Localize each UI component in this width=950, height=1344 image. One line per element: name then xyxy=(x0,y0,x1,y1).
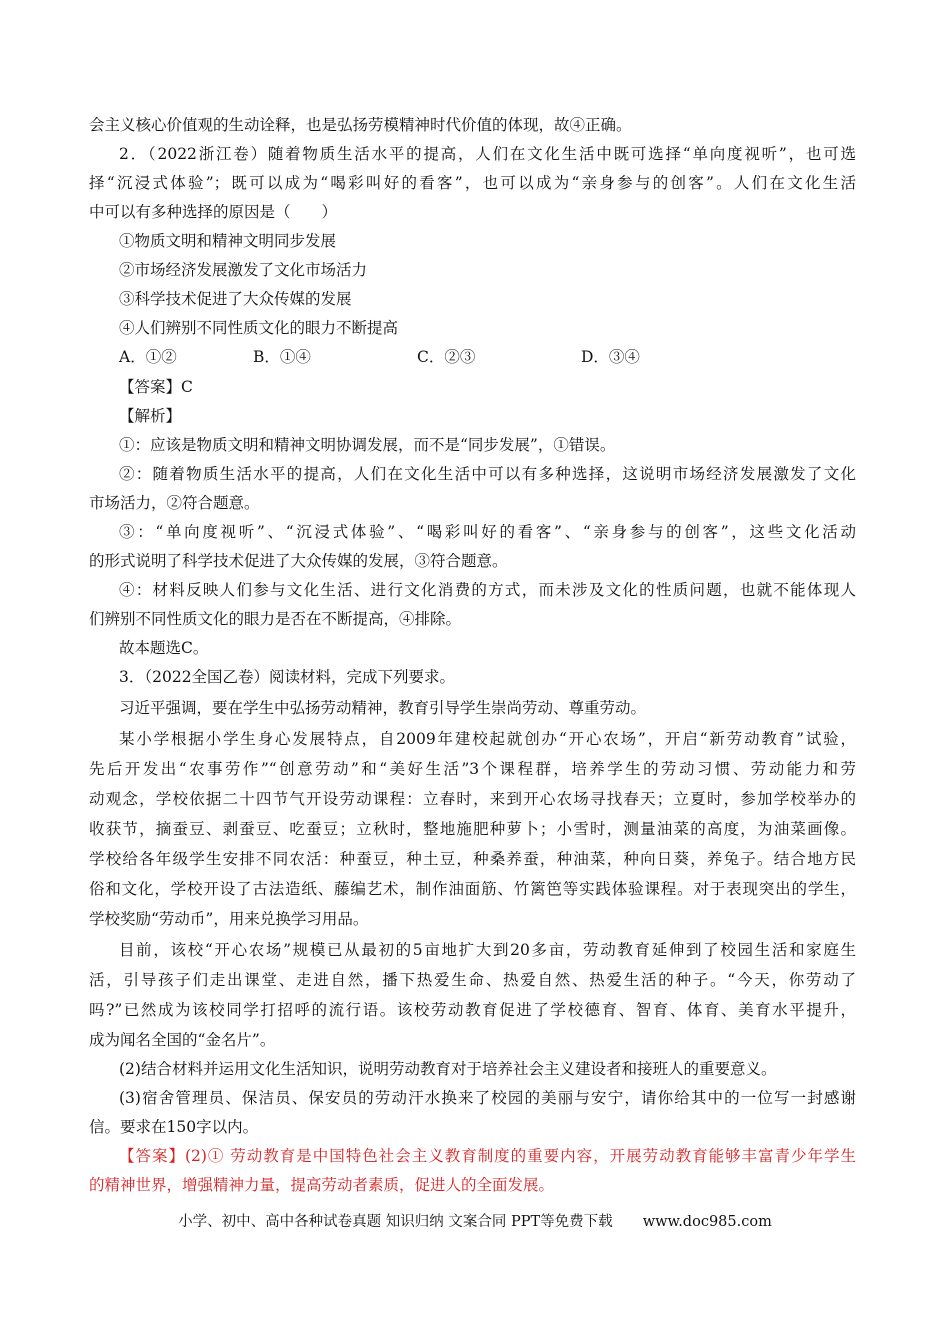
question-2-stem: 择“沉浸式体验”；既可以成为“喝彩叫好的看客”，也可以成为“亲身参与的创客”。人们在文化生活 xyxy=(89,174,856,192)
answer-line-red: 【答案】(2)① 劳动教育是中国特色社会主义教育制度的重要内容，开展劳动教育能够丰富青少年学生 xyxy=(119,1147,856,1165)
statement-item: ③科学技术促进了大众传媒的发展 xyxy=(119,290,352,308)
analysis-line: ④：材料反映人们参与文化生活、进行文化消费的方式，而未涉及文化的性质问题，也就不能体现人 xyxy=(119,581,856,599)
material-line: 吗?”已然成为该校同学打招呼的流行语。该校劳动教育促进了学校德育、智育、体育、美育水平提升， xyxy=(89,1001,856,1019)
analysis-line: ③：“单向度视听”、“沉浸式体验”、“喝彩叫好的看客”、“亲身参与的创客”，这些文化活动 xyxy=(119,523,856,541)
analysis-line: 市场活力，②符合题意。 xyxy=(89,494,260,512)
sub-question-3: 信。要求在150字以内。 xyxy=(89,1118,259,1136)
material-line: 收获节，摘蚕豆、剥蚕豆、吃蚕豆；立秋时，整地施肥种萝卜；小雪时，测量油菜的高度，为油菜画像。 xyxy=(89,820,856,838)
footer-url: www.doc985.com xyxy=(642,1214,772,1230)
page-footer xyxy=(0,1212,950,1232)
option-c: C．②③ xyxy=(417,348,476,366)
sub-question-3: (3)宿舍管理员、保洁员、保安员的劳动汗水换来了校园的美丽与安宁，请你给其中的一位写一封感谢 xyxy=(119,1089,856,1107)
option-a: A．①② xyxy=(119,348,177,366)
option-b: B．①④ xyxy=(253,348,311,366)
statement-item: ①物质文明和精神文明同步发展 xyxy=(119,232,337,250)
analysis-line: 们辨别不同性质文化的眼力是否在不断提高，④排除。 xyxy=(89,610,462,628)
material-line: 习近平强调，要在学生中弘扬劳动精神，教育引导学生崇尚劳动、尊重劳动。 xyxy=(119,699,647,717)
material-line: 动观念，学校依据二十四节气开设劳动课程：立春时，来到开心农场寻找春天；立夏时，参加学校举办的 xyxy=(89,790,856,808)
analysis-line: 的形式说明了科学技术促进了大众传媒的发展，③符合题意。 xyxy=(89,552,508,570)
question-2-stem: 中可以有多种选择的原因是（ ） xyxy=(89,203,338,221)
material-line: 俗和文化，学校开设了古法造纸、藤编艺术，制作油面筋、竹篱笆等实践体验课程。对于表现突出的学生， xyxy=(89,880,856,898)
footer-text: 小学、初中、高中各种试卷真题 知识归纳 文案合同 PPT等免费下载 xyxy=(178,1214,613,1230)
analysis-line: ①：应该是物质文明和精神文明协调发展，而不是“同步发展”，①错误。 xyxy=(119,436,616,454)
material-line: 某小学根据小学生身心发展特点，自2009年建校起就创办“开心农场”，开启“新劳动教育”试验， xyxy=(119,730,856,748)
answer-options xyxy=(119,346,859,368)
paragraph-line: 会主义核心价值观的生动诠释，也是弘扬劳模精神时代价值的体现，故④正确。 xyxy=(89,116,632,134)
statement-item: ②市场经济发展激发了文化市场活力 xyxy=(119,261,368,279)
material-line: 目前，该校“开心农场”规模已从最初的5亩地扩大到20多亩，劳动教育延伸到了校园生活和家庭生 xyxy=(119,941,856,959)
option-d: D．③④ xyxy=(581,348,640,366)
answer-line-red: 的精神世界，增强精神力量，提高劳动者素质，促进人的全面发展。 xyxy=(89,1176,555,1194)
answer-line: 【答案】C xyxy=(119,378,193,396)
analysis-line: ②：随着物质生活水平的提高，人们在文化生活中可以有多种选择，这说明市场经济发展激发了文化 xyxy=(119,465,856,483)
material-line: 活，引导孩子们走出课堂、走进自然，播下热爱生命、热爱自然、热爱生活的种子。“今天，你劳动了 xyxy=(89,971,856,989)
statement-item: ④人们辨别不同性质文化的眼力不断提高 xyxy=(119,319,399,337)
question-3-stem: 3．（2022全国乙卷）阅读材料，完成下列要求。 xyxy=(119,668,456,686)
question-2-stem: 2．（2022浙江卷）随着物质生活水平的提高，人们在文化生活中既可选择“单向度视听”，也可选 xyxy=(119,145,856,163)
analysis-heading: 【解析】 xyxy=(119,407,182,425)
conclusion-line: 故本题选C。 xyxy=(119,639,209,657)
material-line: 先后开发出“农事劳作”“创意劳动”和“美好生活”3个课程群，培养学生的劳动习惯、劳动能力和劳 xyxy=(89,760,856,778)
material-line: 成为闻名全国的“金名片”。 xyxy=(89,1031,276,1049)
material-line: 学校奖励“劳动币”，用来兑换学习用品。 xyxy=(89,910,369,928)
material-line: 学校给各年级学生安排不同农活：种蚕豆，种土豆，种桑养蚕，种油菜，种向日葵，养兔子。结合地方民 xyxy=(89,850,856,868)
sub-question-2: (2)结合材料并运用文化生活知识，说明劳动教育对于培养社会主义建设者和接班人的重要意义。 xyxy=(119,1060,777,1078)
